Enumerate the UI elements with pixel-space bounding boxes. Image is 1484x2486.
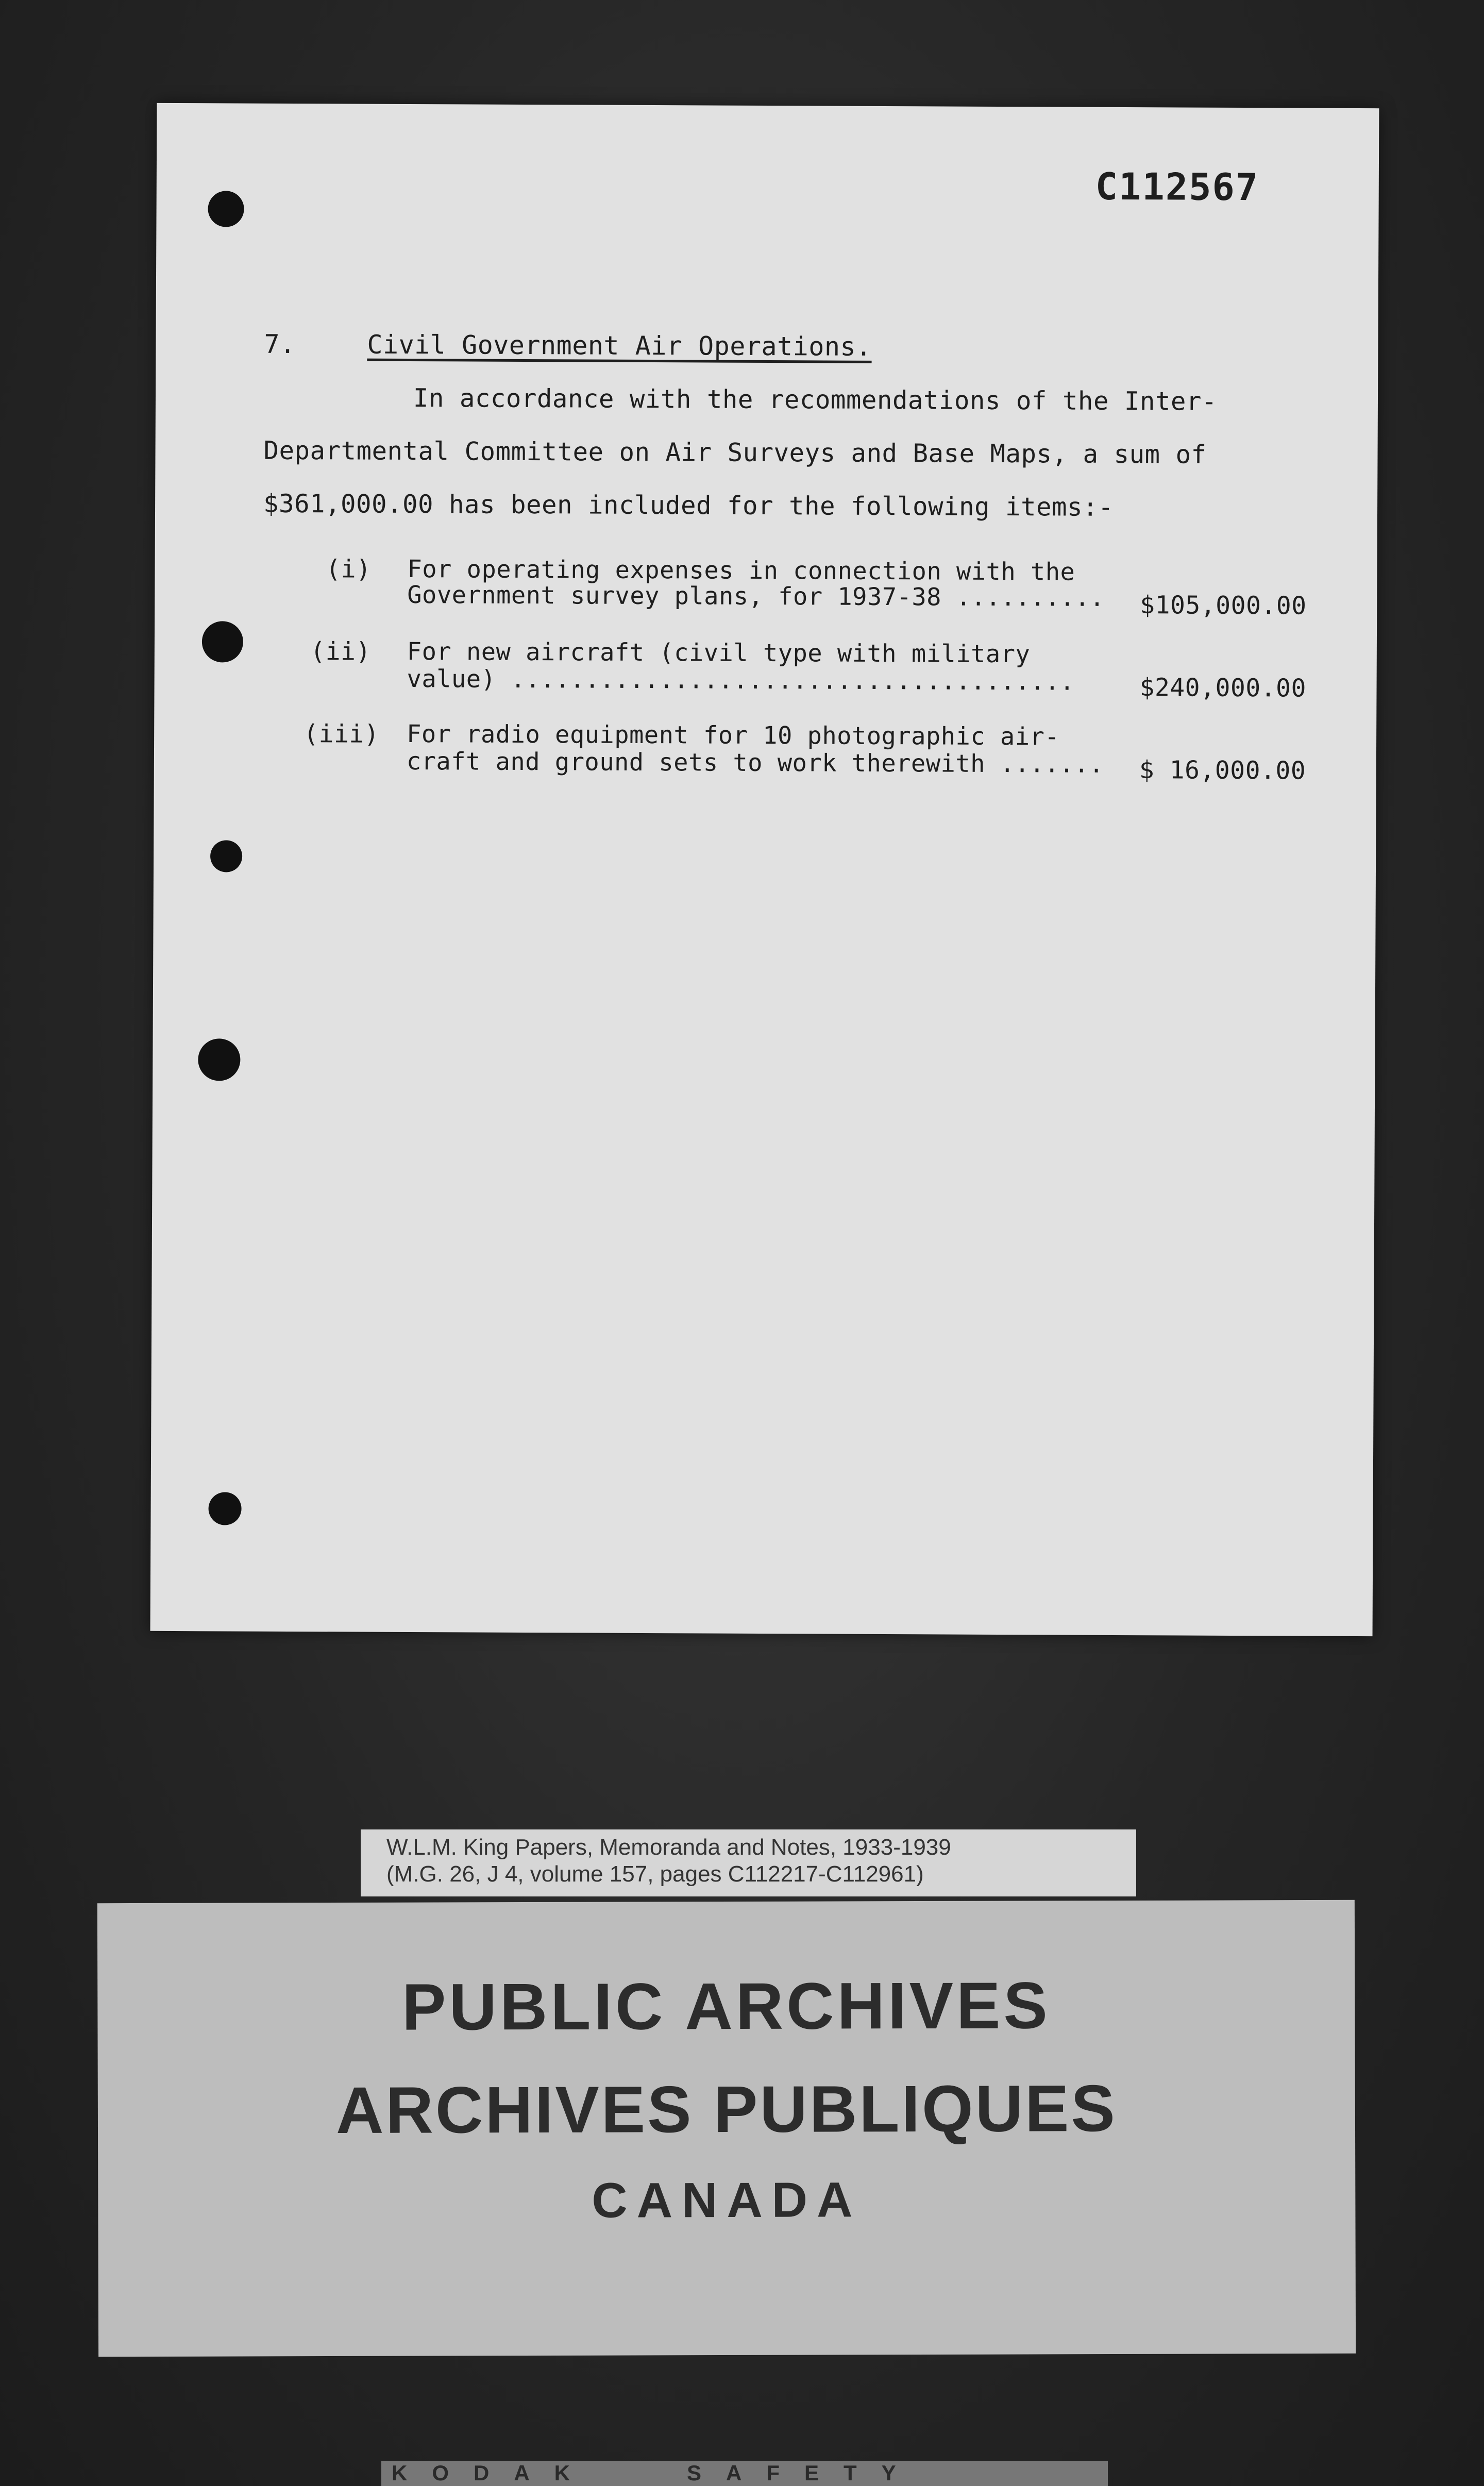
card-country: CANADA — [592, 2172, 862, 2228]
item-text: For new aircraft (civil type with military — [407, 637, 1031, 669]
item-amount: $240,000.00 — [1139, 673, 1307, 703]
document-number: C112567 — [1095, 164, 1259, 209]
punch-hole — [210, 840, 242, 872]
item-amount: $ 16,000.00 — [1139, 755, 1306, 785]
item-label: (iii) — [303, 719, 380, 749]
item-label: (i) — [326, 555, 372, 584]
item-text: craft and ground sets to work therewith ....... — [406, 747, 1104, 779]
paragraph-line: $361,000.00 has been included for the following items:- — [263, 489, 1114, 522]
item-label: (ii) — [310, 637, 371, 666]
item-amount: $105,000.00 — [1140, 591, 1307, 620]
punch-hole — [198, 1038, 240, 1081]
punch-hole — [202, 621, 243, 662]
card-title-french: ARCHIVES PUBLIQUES — [335, 2072, 1117, 2147]
item-text: value) ...................................... — [407, 664, 1075, 696]
section-number: 7. — [264, 329, 296, 360]
archives-card — [97, 1900, 1356, 2357]
section-title: Civil Government Air Operations. — [367, 329, 872, 362]
slip-line: W.L.M. King Papers, Memoranda and Notes, 1933-1939 — [386, 1835, 951, 1860]
paragraph-line: In accordance with the recommendations of the Inter- — [413, 383, 1218, 416]
film-edge-marking: KODAK SAFETY — [381, 2461, 1108, 2486]
card-title-english: PUBLIC ARCHIVES — [401, 1969, 1051, 2044]
punch-hole — [208, 1492, 241, 1525]
slip-line: (M.G. 26, J 4, volume 157, pages C112217-C112961) — [386, 1861, 924, 1887]
item-text: For operating expenses in connection with the — [407, 555, 1075, 586]
item-text: For radio equipment for 10 photographic air- — [407, 719, 1060, 751]
item-text: Government survey plans, for 1937-38 .......... — [407, 580, 1105, 612]
punch-hole — [208, 191, 244, 227]
document-page — [150, 103, 1379, 1636]
archive-reference-slip — [361, 1829, 1136, 1896]
paragraph-line: Departmental Committee on Air Surveys and Base Maps, a sum of — [263, 435, 1207, 469]
